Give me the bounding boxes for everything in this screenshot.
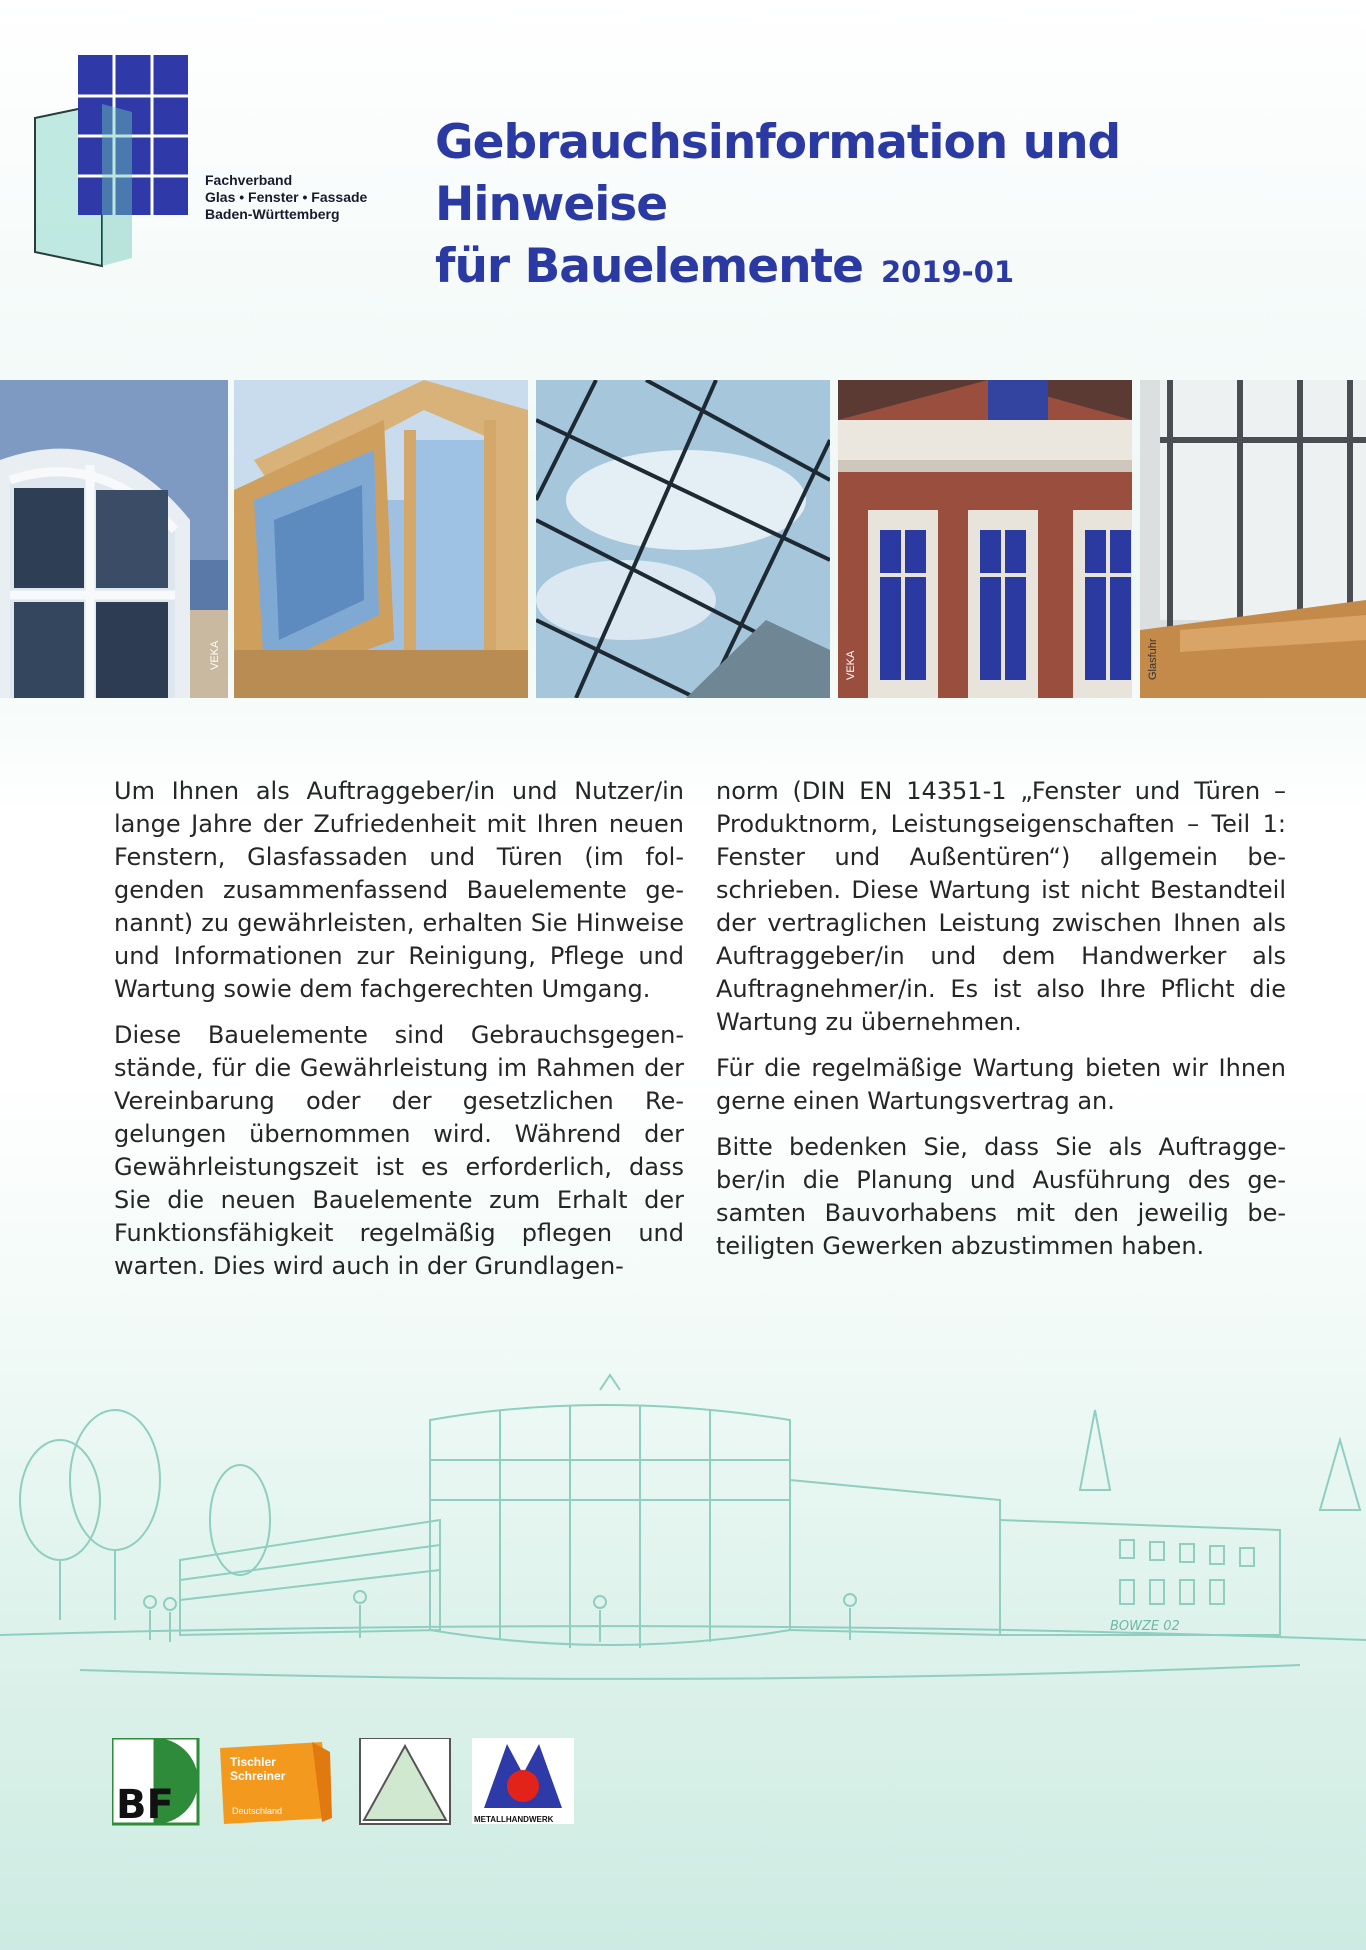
body-column-right	[716, 775, 1286, 1276]
photo-credit-2: VEKA	[845, 650, 857, 680]
metallhandwerk-text: METALLHANDWERK	[474, 1815, 554, 1824]
glass-hall-photo	[1140, 380, 1366, 698]
photo-credit-1: VEKA	[209, 640, 221, 670]
association-logo	[30, 52, 390, 272]
brick-facade-photo	[838, 380, 1132, 698]
title-line-1: Gebrauchsinformation und Hinweise	[435, 115, 1121, 232]
bf-logo	[112, 1738, 198, 1828]
wooden-frame-photo	[234, 380, 528, 698]
photo-strip	[0, 380, 1366, 698]
tischler-line-1: Tischler	[230, 1755, 276, 1769]
association-line-2: Glas • Fenster • Fassade	[205, 189, 368, 205]
body-paragraph: norm (DIN EN 14351-1 „Fenster und Türen – Produktnorm, Leistungseigenschaften – Teil 1: Fenster und Außentüren“) allgemein beschrieben. Diese Wartung ist nicht Bestandteil der vertraglichen Leistung zwischen Ihnen als Auftraggeber/in und dem Handwerker als Auftragnehmer/in. Es ist also Ihre Pflicht die Wartung zu übernehmen.	[716, 777, 1286, 1036]
association-line-3: Baden-Württemberg	[205, 206, 340, 222]
building-sketch-illustration	[0, 1370, 1366, 1700]
body-column-left	[114, 775, 684, 1296]
page-title	[435, 112, 1366, 303]
body-paragraph: Diese Bauelemente sind Gebrauchsgegenstände, für die Gewährleistung im Rahmen der Vereinbarung oder der gesetzlichen Regelungen übernommen wird. Während der Gewährleistungszeit ist es erforderlich, dass Sie die neuen Bauelemente zum Erhalt der Funktionsfähigkeit regelmäßig pflegen und warten. Dies wird auch in der Grundlagen-	[114, 1021, 684, 1280]
body-paragraph: Um Ihnen als Auftraggeber/in und Nutzer/in lange Jahre der Zufriedenheit mit Ihren neuen Fenstern, Glasfassaden und Türen (im folgenden zusammenfassend Bauelemente genannt) zu gewährleisten, erhalten Sie Hinweise und Informationen zur Reinigung, Pflege und Wartung sowie dem fachgerechten Umgang.	[114, 777, 684, 1003]
tischler-schreiner-logo	[220, 1742, 332, 1824]
metallhandwerk-logo	[472, 1738, 574, 1824]
tischler-line-3: Deutschland	[232, 1806, 283, 1816]
partner-logos	[112, 1738, 592, 1828]
title-line-2-text: für Bauelemente	[435, 239, 863, 294]
body-paragraph: Bitte bedenken Sie, dass Sie als Auftraggeber/in die Planung und Ausführung des gesamten Bauvorhabens mit den jeweilig beteiligten Gewerken abzustimmen haben.	[716, 1133, 1286, 1260]
association-name	[205, 172, 367, 223]
association-line-1: Fachverband	[205, 172, 293, 188]
version-label: 2019-01	[880, 255, 1015, 289]
bf-logo-text: BF	[116, 1782, 174, 1828]
photo-credit-3: Glasfuhr	[1147, 638, 1159, 680]
triangle-logo	[360, 1738, 450, 1824]
glass-roof-photo	[536, 380, 830, 698]
sketch-signature: BOWZE 02	[1110, 1619, 1180, 1634]
body-paragraph: Für die regelmäßige Wartung bieten wir Ihnen gerne einen Wartungsvertrag an.	[716, 1054, 1286, 1115]
tischler-line-2: Schreiner	[230, 1769, 286, 1783]
arched-window-photo	[0, 380, 228, 698]
title-line-2	[435, 236, 1366, 303]
